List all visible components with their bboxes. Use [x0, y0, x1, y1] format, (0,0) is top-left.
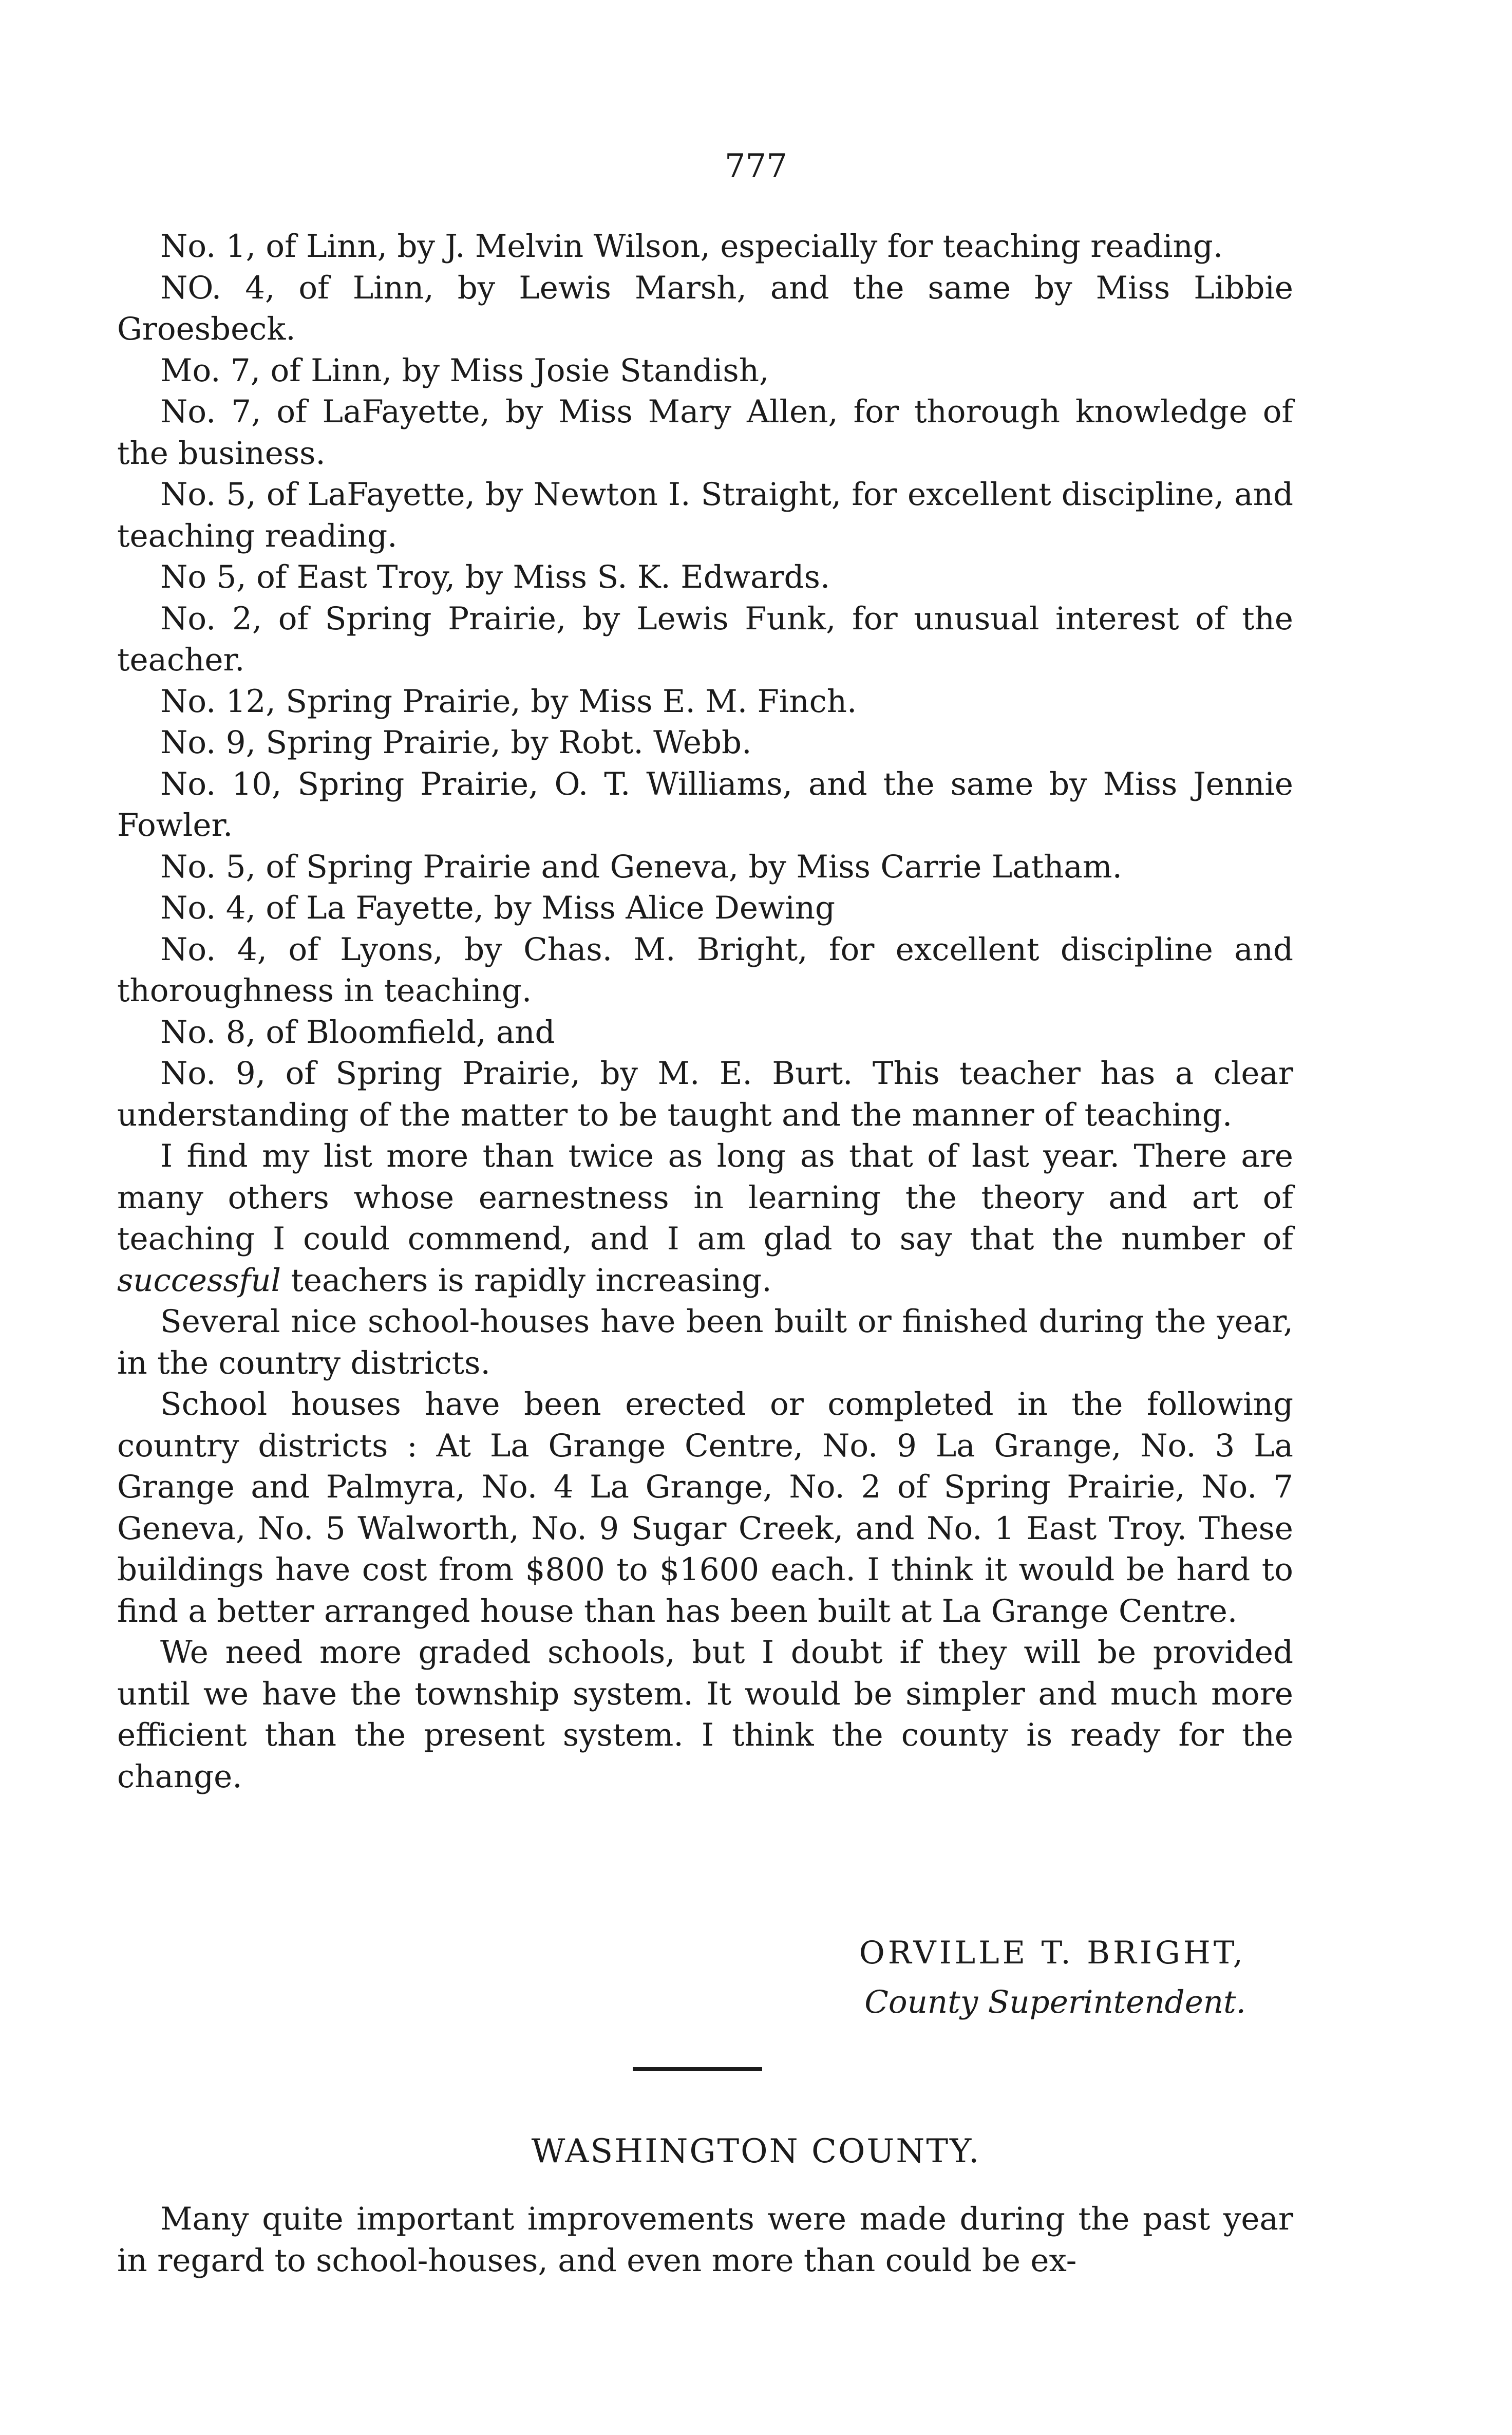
paragraph: No. 2, of Spring Prairie, by Lewis Funk, for unusual interest of the teacher.	[117, 600, 1293, 678]
paragraph: Many quite important improvements were made during the past year in regard to school-houses, and even more than could be ex-	[117, 2201, 1293, 2279]
paragraph-text: I find my list more than twice as long as that of last year. There are many others whose earnestness in learning the theory and art of teaching I could commend, and I am glad to say that the number of	[117, 1138, 1293, 1257]
paragraph: No. 5, of Spring Prairie and Geneva, by Miss Carrie Latham.	[160, 848, 1122, 885]
paragraph	[117, 1136, 1293, 1301]
body-text	[117, 226, 1293, 1797]
paragraph: NO. 4, of Linn, by Lewis Marsh, and the same by Miss Libbie Groesbeck.	[117, 269, 1293, 347]
paragraph: No. 4, of La Fayette, by Miss Alice Dewing	[160, 890, 836, 926]
paragraph: No 5, of East Troy, by Miss S. K. Edwards.	[160, 559, 830, 595]
paragraph: No. 8, of Bloomfield, and	[160, 1014, 555, 1051]
paragraph: No. 12, Spring Prairie, by Miss E. M. Finch.	[160, 683, 857, 720]
paragraph: No. 4, of Lyons, by Chas. M. Bright, for excellent discipline and thoroughness in teaching.	[117, 931, 1293, 1009]
page-number: 777	[724, 147, 788, 185]
paragraph: No. 7, of LaFayette, by Miss Mary Allen, for thorough knowledge of the business.	[117, 394, 1293, 472]
paragraph: No. 9, Spring Prairie, by Robt. Webb.	[160, 724, 752, 761]
paragraph: No. 5, of LaFayette, by Newton I. Straight, for excellent discipline, and teaching reading.	[117, 476, 1293, 554]
section-divider	[633, 2067, 762, 2071]
signature-name: ORVILLE T. BRIGHT,	[859, 1935, 1246, 1971]
paragraph: No. 9, of Spring Prairie, by M. E. Burt. This teacher has a clear understanding of the matter to be taught and the manner of teaching.	[117, 1055, 1293, 1133]
paragraph: Several nice school-houses have been built or finished during the year, in the country districts.	[117, 1303, 1293, 1381]
paragraph: Mo. 7, of Linn, by Miss Josie Standish,	[160, 352, 769, 389]
signature-title: County Superintendent.	[864, 1984, 1246, 2020]
section-heading: WASHINGTON COUNTY.	[531, 2132, 981, 2170]
paragraph: No. 10, Spring Prairie, O. T. Williams, and the same by Miss Jennie Fowler.	[117, 765, 1293, 844]
emphasis-text: successful	[117, 1262, 281, 1299]
paragraph: No. 1, of Linn, by J. Melvin Wilson, especially for teaching reading.	[160, 228, 1223, 265]
paragraph: We need more graded schools, but I doubt if they will be provided until we have the township system. It would be simpler and much more efficient than the present system. I think the county is ready for the change.	[117, 1634, 1293, 1795]
paragraph: School houses have been erected or completed in the following country districts : At La Grange Centre, No. 9 La Grange, No. 3 La Grange and Palmyra, No. 4 La Grange, No. 2 of Spring Prairie, No. 7 Geneva, No. 5 Walworth, No. 9 Sugar Creek, and No. 1 East Troy. These buildings have cost from $800 to $1600 each. I think it would be hard to find a better arranged house than has been built at La Grange Centre.	[117, 1386, 1293, 1629]
paragraph-tail: teachers is rapidly increasing.	[281, 1262, 772, 1299]
section-body	[117, 2199, 1293, 2281]
